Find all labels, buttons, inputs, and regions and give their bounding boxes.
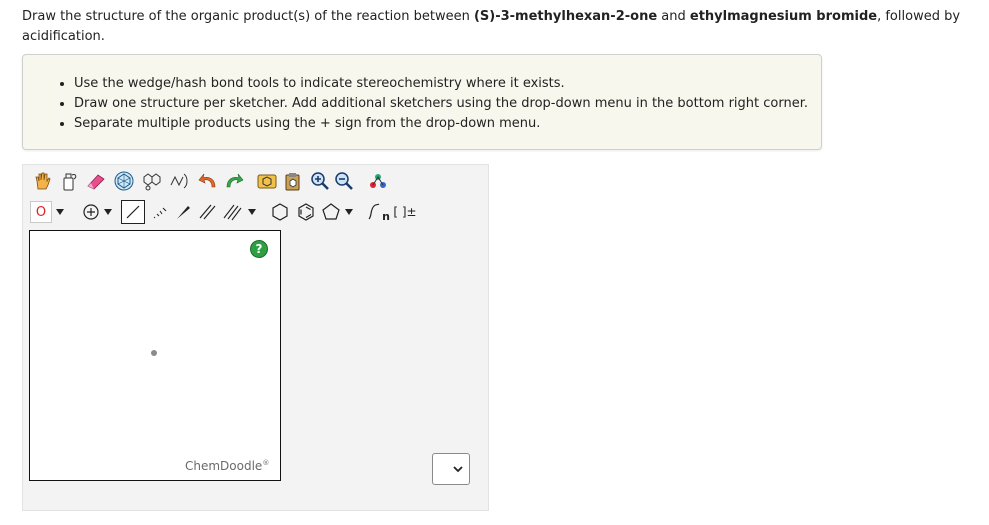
undo-icon[interactable] [196,170,220,192]
instruction-item: • Draw one structure per sketcher. Add additional sketchers using the drop-down menu in the bottom right corner. [74,94,821,114]
bracket-charge-icon[interactable] [392,200,418,224]
help-label: ? [255,242,263,256]
benzene-icon[interactable] [294,201,318,223]
question-text [22,7,982,47]
single-bond-icon[interactable] [121,200,145,224]
charge-plus-icon[interactable] [80,201,102,223]
watermark-text: ChemDoodle [185,459,263,473]
instruction-item: • Separate multiple products using the + sign from the drop-down menu. [74,114,821,134]
chevron-down-icon[interactable] [102,205,114,219]
reactant-2: ethylmagnesium bromide [689,9,878,24]
add-sketcher-dropdown[interactable] [432,453,470,485]
question-middle: and [657,9,690,24]
chevron-down-icon[interactable] [54,205,66,219]
chemdoodle-watermark [185,459,269,473]
chain-tool-icon[interactable] [166,170,190,192]
zoom-out-icon[interactable] [333,170,355,192]
question-prefix: Draw the structure of the organic product(s) of the reaction between [22,9,474,24]
polymer-label: n [382,209,390,223]
element-selector[interactable] [30,201,52,223]
paste-clipboard-icon[interactable] [281,170,305,192]
template-rings-icon[interactable] [140,170,164,192]
instructions-list [23,55,821,134]
zoom-in-icon[interactable] [309,170,331,192]
clean-structure-icon[interactable] [255,170,279,192]
cyclohexane-icon[interactable] [268,201,292,223]
canvas-center-dot [151,350,157,356]
double-bond-icon[interactable] [196,201,218,223]
ring-template-icon[interactable] [112,170,136,192]
chevron-down-icon[interactable] [343,205,355,219]
redo-icon[interactable] [222,170,246,192]
bracket-label: [ ]± [393,205,417,219]
cyclopentane-icon[interactable] [320,201,342,223]
eraser-icon[interactable] [84,170,108,192]
triple-bond-icon[interactable] [220,201,244,223]
reactant-1: (S)-3-methylhexan-2-one [473,9,658,24]
question-suffix: , followed by acidification. [22,9,961,44]
wedge-bond-icon[interactable] [172,201,194,223]
chevron-down-icon[interactable] [246,205,258,219]
polymer-bracket-icon[interactable] [364,200,392,224]
lasso-tool-icon[interactable] [58,170,80,192]
chevron-down-icon [453,466,463,473]
atom-colors-icon[interactable] [366,170,390,192]
instructions-box [22,54,822,150]
registered-mark: ® [262,459,270,467]
help-icon[interactable] [250,240,268,258]
hand-tool-icon[interactable] [32,170,54,192]
hash-bond-icon[interactable] [148,201,170,223]
element-symbol: O [35,204,47,220]
instruction-item: • Use the wedge/hash bond tools to indicate stereochemistry where it exists. [74,74,821,94]
